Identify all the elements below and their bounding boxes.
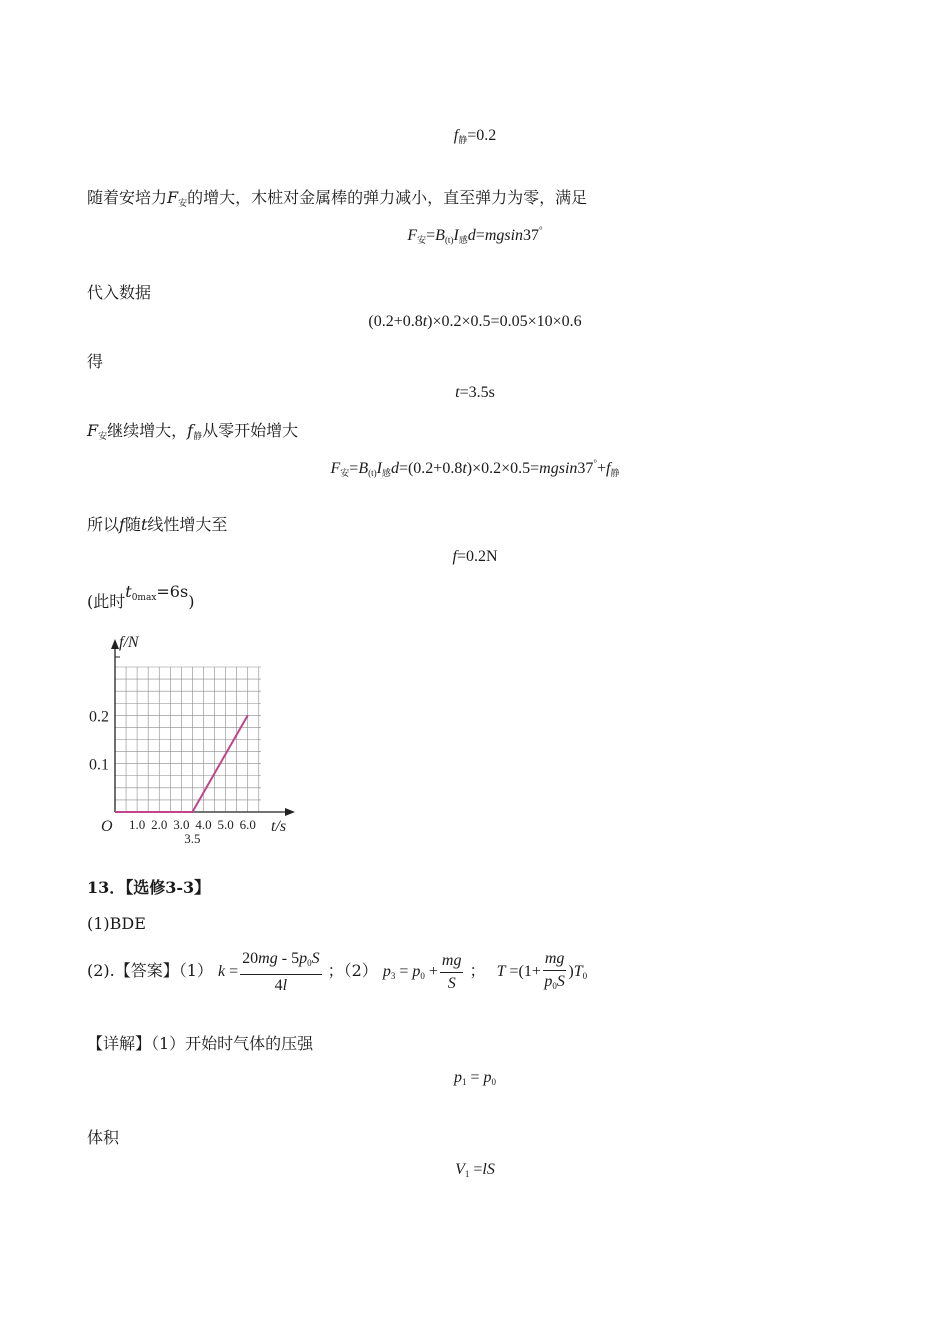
y-tick-label: 0.2 <box>89 708 109 726</box>
x-tick-label: 1.0 <box>128 817 146 832</box>
note-time-max: (此时$t_{0max}=6s$) <box>87 582 195 611</box>
y-axis-label: f/N <box>119 634 139 651</box>
y-axis-arrow-icon <box>111 639 119 649</box>
equation-max-friction: f=0.2N <box>452 548 498 565</box>
x-tick-label: 5.0 <box>217 817 234 832</box>
paragraph-linear-increase: 所以f随t线性增大至 <box>87 515 228 534</box>
x-tick-label: 3.0 <box>173 817 190 832</box>
answer-part-2 <box>87 948 587 994</box>
equation-substitution: (0.2+0.8t)×0.2×0.5=0.05×10×0.6 <box>368 313 582 330</box>
equation-p1: $p_1 = p_0$ <box>453 1069 497 1087</box>
x-tick-label-extra: 3.5 <box>184 831 201 846</box>
label-substitute: 代入数据 <box>87 283 152 302</box>
x-tick-label: 4.0 <box>195 817 212 832</box>
origin-label: O <box>101 818 113 835</box>
paragraph-friction-increase: $F_安$继续增大，$f_静$从零开始增大 <box>87 421 299 442</box>
answer-part-2-prefix: (2).【答案】（1） <box>87 961 213 980</box>
static-friction-value: $f_静=0.2$ <box>453 127 497 145</box>
answer-separator-2: ； <box>469 961 486 980</box>
equation-friction: $F_安=B_{(t)}I_感d=(0.2+0.8t)\times 0.2\times 0.5=mgsin37^\circ+f_静$ <box>330 458 620 478</box>
y-tick-label: 0.1 <box>89 756 109 774</box>
x-tick-label: 2.0 <box>151 817 168 832</box>
x-axis-label: t/s <box>271 818 287 835</box>
friction-time-chart <box>80 632 320 852</box>
x-tick-label: 6.0 <box>239 817 256 832</box>
equation-balance: $F_安=B_{(t)}I_感d=mgsin37^\circ$ <box>407 225 543 245</box>
answer-part-1: (1)BDE <box>87 914 146 933</box>
answer-separator-1: ；（2） <box>327 961 378 980</box>
paragraph-ampere-force: 随着安培力$F_安$的增大，木桩对金属棒的弹力减小，直至弹力为零，满足 <box>87 188 588 209</box>
equation-v1: $V_1 =lS$ <box>455 1161 495 1179</box>
label-get: 得 <box>87 352 104 371</box>
question-13-header: 13．【选修3-3】 <box>87 878 211 897</box>
x-axis-arrow-icon <box>285 808 295 816</box>
answer-p3-formula: $p_3 = p_0$ + $\frac{mg}{S}$ <box>382 951 462 992</box>
answer-T-formula: T =(1+ $\frac{mg}{p_0S}$ )$T_0$ <box>496 949 588 991</box>
equation-time-result: t=3.5s <box>455 384 495 401</box>
answer-k-formula: k = $\frac{20mg - 5p_0S}{4l}$ <box>218 949 320 994</box>
label-volume: 体积 <box>87 1128 120 1147</box>
detail-explanation: 【详解】（1）开始时气体的压强 <box>87 1034 314 1053</box>
